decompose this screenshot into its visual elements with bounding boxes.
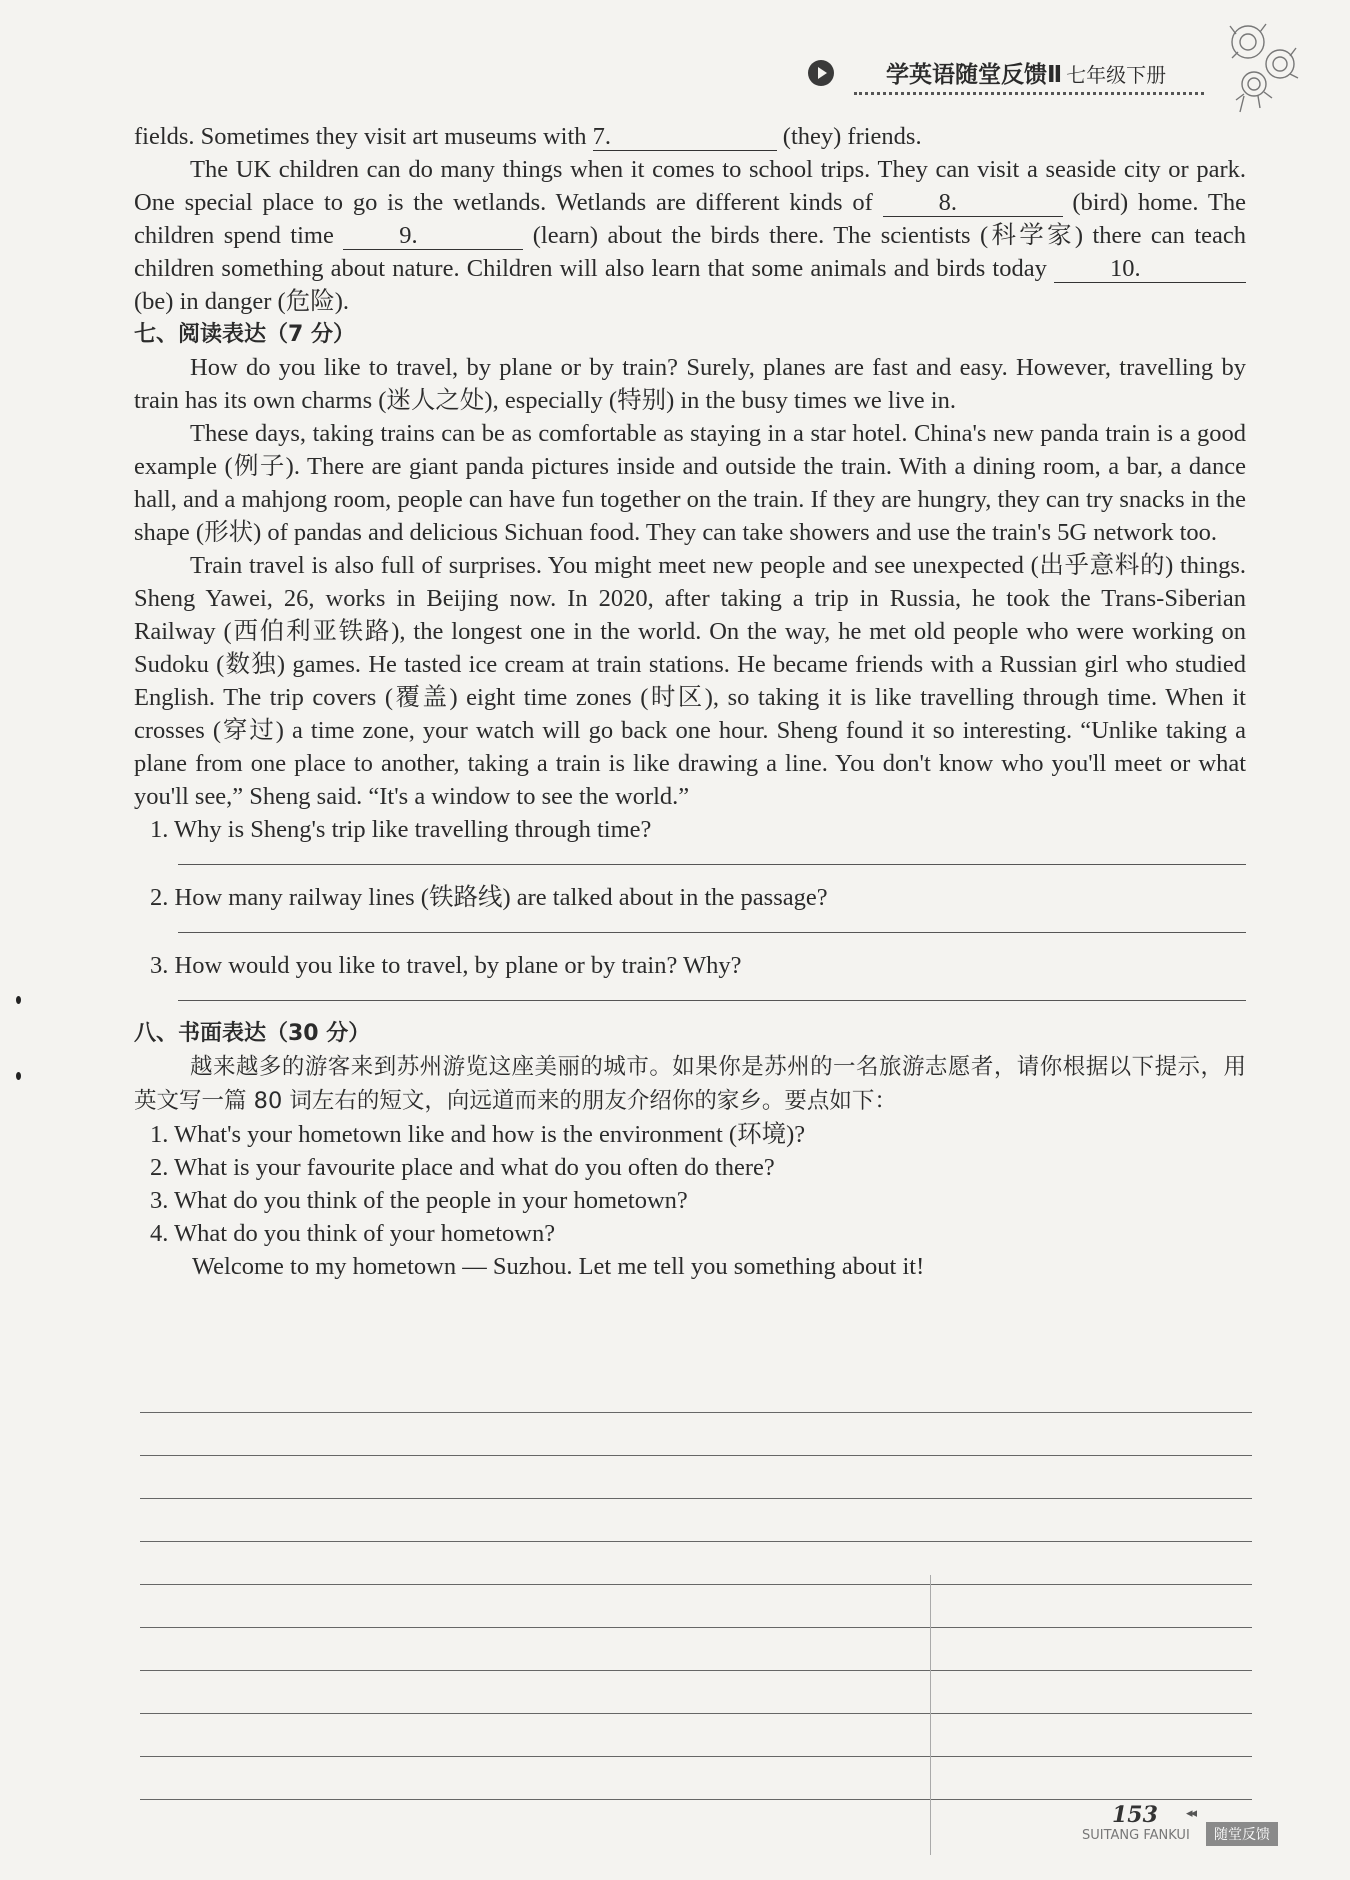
writing-point-1: 1. What's your hometown like and how is the environment (环境)? <box>150 1121 806 1148</box>
writing-instruction: 越来越多的游客来到苏州游览这座美丽的城市。如果你是苏州的一名旅游志愿者，请你根据以下提示，用英文写一篇 80 词左右的短文，向远道而来的朋友介绍你的家乡。要点如下： <box>134 1054 1246 1114</box>
page-fold-line <box>930 1575 931 1855</box>
blank-10[interactable] <box>1054 256 1246 283</box>
writing-point-3: 3. What do you think of the people in your hometown? <box>150 1187 688 1214</box>
section-heading-reading: 七、阅读表达（7 分） <box>134 322 355 347</box>
blank-number: 9. <box>399 222 418 249</box>
page-header <box>808 52 1228 98</box>
blank-8[interactable] <box>883 190 1063 217</box>
header-dotted-rule <box>854 92 1204 95</box>
series-title <box>886 56 1166 89</box>
blank-number: 10. <box>1110 255 1141 282</box>
blank-number: 7. <box>592 123 612 150</box>
writing-line[interactable] <box>140 1628 1252 1671</box>
cloze-text: (they) friends. <box>776 123 922 150</box>
writing-line[interactable] <box>140 1370 1252 1413</box>
writing-opening-sentence: Welcome to my hometown — Suzhou. Let me tell you something about it! <box>192 1253 925 1280</box>
grade-label: 七年级下册 <box>1066 63 1167 87</box>
play-circle-icon <box>808 60 834 86</box>
answer-line-2[interactable] <box>178 914 1246 933</box>
footer-badge: 随堂反馈 <box>1206 1822 1278 1846</box>
writing-point-4: 4. What do you think of your hometown? <box>150 1220 556 1247</box>
writing-point-2: 2. What is your favourite place and what do you often do there? <box>150 1154 775 1181</box>
writing-line[interactable] <box>140 1499 1252 1542</box>
blank-9[interactable] <box>343 223 523 250</box>
series-mark: Ⅱ <box>1047 62 1063 88</box>
writing-line[interactable] <box>140 1757 1252 1800</box>
writing-line[interactable] <box>140 1456 1252 1499</box>
main-content <box>134 120 1246 1283</box>
margin-mark <box>16 996 21 1004</box>
series-title-text: 学英语随堂反馈 <box>886 62 1047 88</box>
composition-lines[interactable] <box>140 1370 1252 1800</box>
question-3: 3. How would you like to travel, by plane or by train? Why? <box>150 952 742 979</box>
answer-line-3[interactable] <box>178 982 1246 1001</box>
answer-line-1[interactable] <box>178 846 1246 865</box>
cloze-text: (be) in danger (危险). <box>134 288 349 315</box>
section-heading-writing: 八、书面表达（30 分） <box>134 1021 371 1046</box>
sunflower-decoration-icon <box>1210 12 1320 122</box>
double-arrow-left-icon: ◂◂ <box>1186 1806 1196 1821</box>
cloze-text: (learn) about the birds there. The scientists (科学家) there can teach children something about nature. Children will also learn that some animals and birds today <box>134 222 1247 282</box>
cloze-text: (bird) home. The children spend time <box>134 189 1246 249</box>
cloze-text: fields. Sometimes they visit art museums with <box>134 123 593 150</box>
reading-paragraph: These days, taking trains can be as comfortable as staying in a star hotel. China's new panda train is a good example (例子). There are giant panda pictures inside and outside the train. With a dining room, a bar, a dance hall, and a mahjong room, people can have fun together on the train. If they are hungry, they can try snacks in the shape (形状) of pandas and delicious Sichuan food. They can take showers and use the train's 5G network too. <box>134 420 1246 546</box>
writing-line[interactable] <box>140 1714 1252 1757</box>
writing-line[interactable] <box>140 1671 1252 1714</box>
blank-number: 8. <box>938 189 957 216</box>
writing-line[interactable] <box>140 1413 1252 1456</box>
margin-mark <box>16 1072 21 1080</box>
writing-line[interactable] <box>140 1542 1252 1585</box>
writing-line[interactable] <box>140 1585 1252 1628</box>
reading-paragraph: Train travel is also full of surprises. You might meet new people and see unexpected (出乎意料的) things. Sheng Yawei, 26, works in Beijing now. In 2020, after taking a trip in Russia, he took the Trans-Siberian Railway (西伯利亚铁路), the longest one in the world. On the way, he met old people who were working on Sudoku (数独) games. He tasted ice cream at train stations. He became friends with a Russian girl who studied English. The trip covers (覆盖) eight time zones (时区), so taking it is like travelling through time. When it crosses (穿过) a time zone, your watch will go back one hour. Sheng found it so interesting. “Unlike taking a plane from one place to another, taking a train is like drawing a line. You don't know who you'll meet or what you'll see,” Sheng said. “It's a window to see the world.” <box>134 552 1246 810</box>
question-2: 2. How many railway lines (铁路线) are talked about in the passage? <box>150 884 828 911</box>
cloze-text: The UK children can do many things when it comes to school trips. They can visit a seaside city or park. One special place to go is the wetlands. Wetlands are different kinds of <box>134 156 1246 216</box>
question-1: 1. Why is Sheng's trip like travelling through time? <box>150 816 652 843</box>
footer-brand: SUITANG FANKUI <box>1082 1828 1190 1843</box>
page-number: 153 <box>1112 1802 1158 1828</box>
reading-paragraph: How do you like to travel, by plane or by train? Surely, planes are fast and easy. However, travelling by train has its own charms (迷人之处), especially (特别) in the busy times we live in. <box>134 354 1246 414</box>
cloze-paragraph-2 <box>134 153 1246 318</box>
blank-7[interactable] <box>593 124 777 151</box>
cloze-paragraph-1 <box>134 120 1246 153</box>
